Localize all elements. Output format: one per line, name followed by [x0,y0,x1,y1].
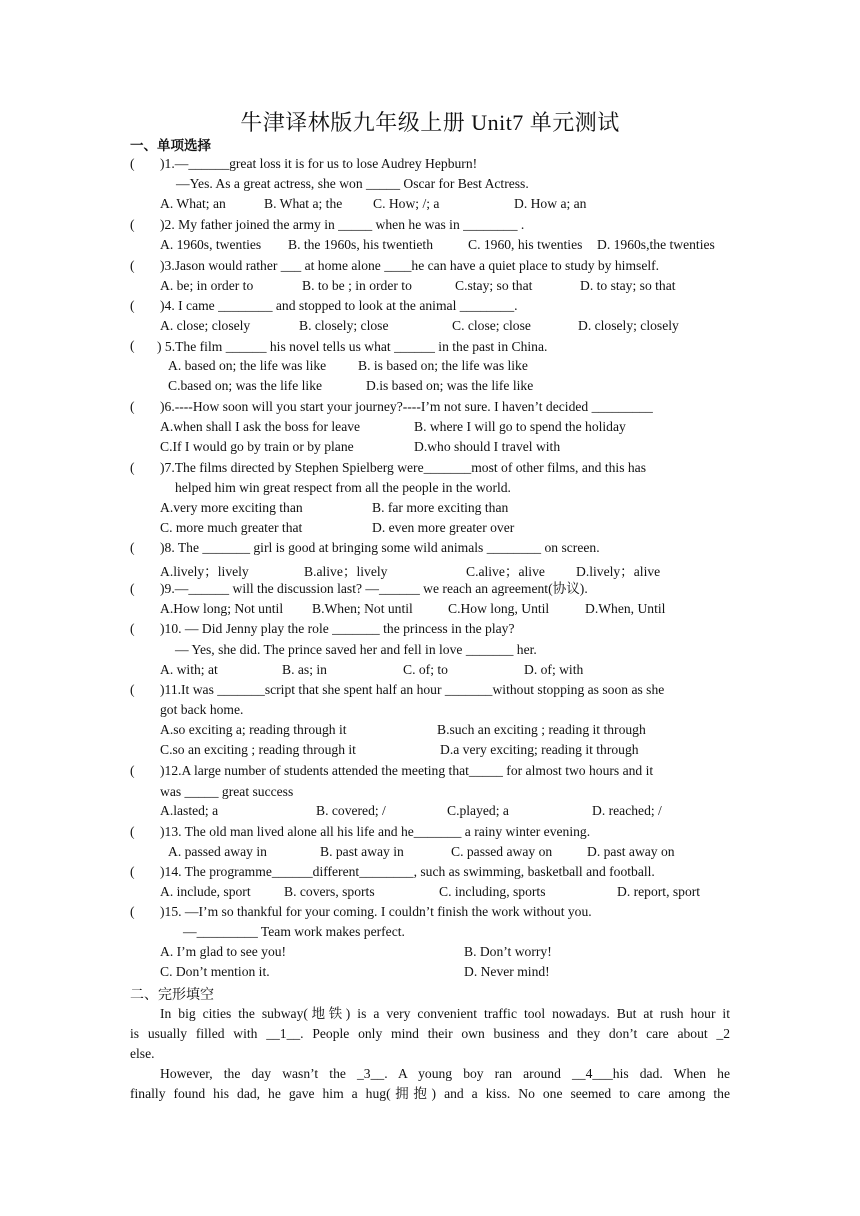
paren: ( [130,298,135,313]
question-15-option-a: A. I’m glad to see you! [160,944,287,959]
question-11-option-b: B.such an exciting ; reading it through [437,722,646,737]
page-title: 牛津译林版九年级上册 Unit7 单元测试 [240,110,620,135]
question-15-option-d: D. Never mind! [464,964,550,979]
question-7-stem-2: helped him win great respect from all the people in the world. [175,480,511,495]
question-7-option-b: B. far more exciting than [372,500,509,515]
question-3-option-a: A. be; in order to [160,278,254,293]
question-9-stem: )9.—______ will the discussion last? —______ we reach an agreement(协议). [160,581,588,596]
paren: ( [130,824,135,839]
question-8-option-c: C.alive；alive [466,564,545,579]
question-4-option-b: B. closely; close [299,318,389,333]
question-12-stem-2: was _____ great success [160,784,294,799]
question-13-option-d: D. past away on [587,844,675,859]
question-2-option-b: B. the 1960s, his twentieth [288,237,433,252]
question-13-option-c: C. passed away on [451,844,553,859]
question-1-stem: )1.—______great loss it is for us to lose Audrey Hepburn! [160,156,478,171]
question-2-option-c: C. 1960, his twenties [468,237,583,252]
question-3-option-d: D. to stay; so that [580,278,676,293]
question-7-option-a: A.very more exciting than [160,500,303,515]
question-7-option-c: C. more much greater that [160,520,303,535]
question-12-option-d: D. reached; / [592,803,662,818]
passage-p1-line1: In big cities the subway(地铁) is a very convenient traffic tool nowadays. But at rush hour it [160,1006,730,1021]
question-13-option-a: A. passed away in [168,844,267,859]
question-11-option-c: C.so an exciting ; reading through it [160,742,356,757]
paren: ( [130,156,135,171]
question-4-stem: )4. I came ________ and stopped to look at the animal ________. [160,298,518,313]
paren: ( [130,581,135,596]
question-6-option-b: B. where I will go to spend the holiday [414,419,626,434]
passage-p1-line3: else. [130,1046,155,1061]
question-6-option-c: C.If I would go by train or by plane [160,439,354,454]
question-1-option-b: B. What a; the [264,196,343,211]
question-14-stem: )14. The programme______different________, such as swimming, basketball and football. [160,864,655,879]
question-6-stem: )6.----How soon will you start your journey?----I’m not sure. I haven’t decided _________ [160,399,653,414]
question-15-option-b: B. Don’t worry! [464,944,552,959]
question-11-option-a: A.so exciting a; reading through it [160,722,347,737]
question-2-stem: )2. My father joined the army in _____ when he was in ________ . [160,217,525,232]
question-4-option-a: A. close; closely [160,318,251,333]
passage-p1-line2: is usually filled with __1__. People only mind their own business and they don’t care about _2 [130,1026,730,1041]
question-10-option-c: C. of; to [403,662,448,677]
question-10-stem-2: — Yes, she did. The prince saved her and fell in love _______ her. [175,642,537,657]
paren: ( [130,258,135,273]
question-12-option-c: C.played; a [447,803,509,818]
paren: ( [130,217,135,232]
question-14-option-b: B. covers, sports [284,884,375,899]
paren: ( [130,399,135,414]
question-12-stem: )12.A large number of students attended the meeting that_____ for almost two hours and it [160,763,654,778]
paren: ( [130,460,135,475]
question-8-option-b: B.alive；lively [304,564,388,579]
paren: ( [130,621,135,636]
question-2-option-d: D. 1960s,the twenties [597,237,715,252]
question-11-stem: )11.It was _______script that she spent half an hour _______without stopping as soon as she [160,682,665,697]
question-12-option-b: B. covered; / [316,803,386,818]
paren: ( [130,540,135,555]
question-14-option-d: D. report, sport [617,884,701,899]
question-10-stem: )10. — Did Jenny play the role _______ the princess in the play? [160,621,515,636]
paren: ( [130,763,135,778]
question-5-option-b: B. is based on; the life was like [358,358,528,373]
paren: ( [130,338,135,353]
question-3-stem: )3.Jason would rather ___ at home alone ____he can have a quiet place to study by himself. [160,258,660,273]
question-9-option-a: A.How long; Not until [160,601,284,616]
question-2-option-a: A. 1960s, twenties [160,237,262,252]
paren: ( [130,682,135,697]
question-8-option-a: A.lively；lively [160,564,249,579]
passage-p2-line1: However, the day wasn’t the _3__. A young boy ran around __4___his dad. When he [160,1066,730,1081]
question-15-stem: )15. —I’m so thankful for your coming. I couldn’t finish the work without you. [160,904,592,919]
question-1-option-d: D. How a; an [514,196,587,211]
question-11-option-d: D.a very exciting; reading it through [440,742,639,757]
question-14-option-c: C. including, sports [439,884,546,899]
passage-p2-line2: finally found his dad, he gave him a hug(拥抱) and a kiss. No one seemed to care among the [130,1086,730,1101]
paren: ( [130,904,135,919]
question-4-option-c: C. close; close [452,318,531,333]
question-6-option-a: A.when shall I ask the boss for leave [160,419,361,434]
question-1-option-a: A. What; an [160,196,226,211]
question-5-option-a: A. based on; the life was like [168,358,327,373]
question-9-option-d: D.When, Until [585,601,666,616]
question-15-stem-2: —_________ Team work makes perfect. [183,924,405,939]
paren: ( [130,864,135,879]
question-3-option-b: B. to be ; in order to [302,278,412,293]
question-8-stem: )8. The _______ girl is good at bringing some wild animals ________ on screen. [160,540,600,555]
question-5-stem: ) 5.The film ______ his novel tells us what ______ in the past in China. [157,339,548,354]
question-1-option-c: C. How; /; a [373,196,440,211]
question-13-stem: )13. The old man lived alone all his life and he_______ a rainy winter evening. [160,824,591,839]
question-7-option-d: D. even more greater over [372,520,515,535]
question-9-option-c: C.How long, Until [448,601,550,616]
question-5-option-d: D.is based on; was the life like [366,378,534,393]
question-10-option-b: B. as; in [282,662,327,677]
question-13-option-b: B. past away in [320,844,404,859]
question-4-option-d: D. closely; closely [578,318,679,333]
section-heading-multiple-choice: 一、单项选择 [130,138,211,154]
question-7-stem: )7.The films directed by Stephen Spielberg were_______most of other films, and this has [160,460,647,475]
section-heading-cloze: 二、完形填空 [130,988,214,1003]
question-8-option-d: D.lively；alive [576,564,661,579]
question-3-option-c: C.stay; so that [455,278,533,293]
question-11-stem-2: got back home. [160,702,244,717]
question-5-option-c: C.based on; was the life like [168,378,323,393]
question-10-option-a: A. with; at [160,662,218,677]
question-10-option-d: D. of; with [524,662,584,677]
question-6-option-d: D.who should I travel with [414,439,561,454]
question-15-option-c: C. Don’t mention it. [160,964,270,979]
question-1-stem-2: —Yes. As a great actress, she won _____ Oscar for Best Actress. [176,176,529,191]
question-12-option-a: A.lasted; a [160,803,219,818]
question-14-option-a: A. include, sport [160,884,251,899]
question-9-option-b: B.When; Not until [312,601,413,616]
